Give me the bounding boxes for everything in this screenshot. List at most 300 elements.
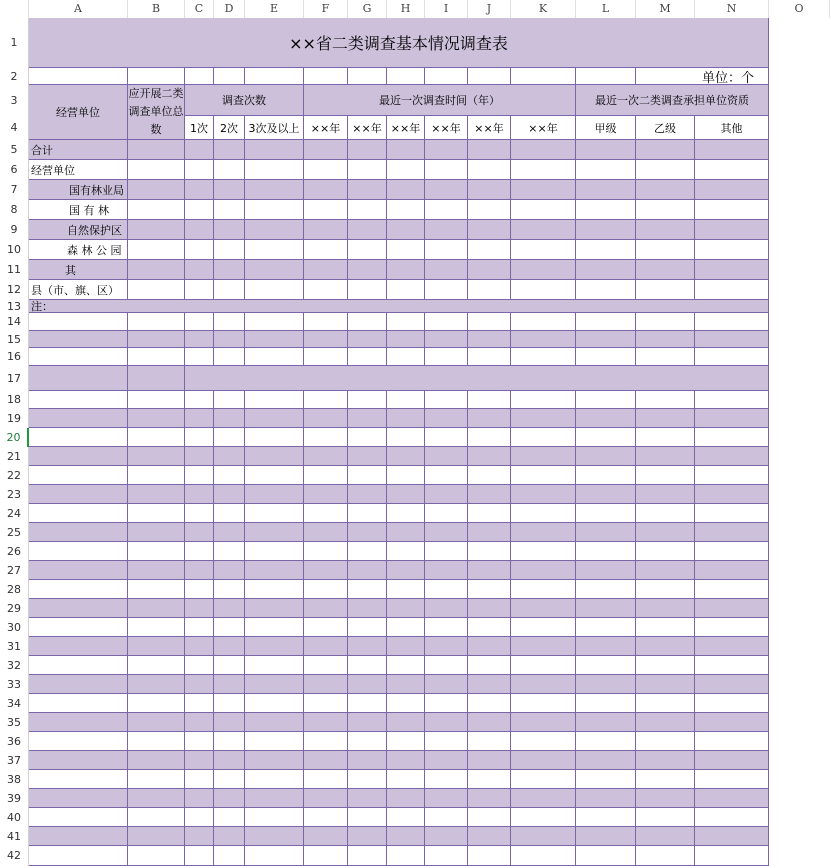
cell-r6-6[interactable] (348, 160, 387, 180)
cell-r2-3[interactable] (214, 68, 245, 85)
cell-r12-7[interactable] (387, 280, 425, 300)
cell-r41-rest[interactable] (185, 827, 769, 846)
cell-r10-1[interactable] (128, 240, 185, 260)
label-r5[interactable] (29, 140, 128, 160)
row-header-16[interactable]: 16 (0, 348, 29, 366)
cell-r29-b[interactable] (128, 599, 185, 618)
cell-r10-7[interactable] (387, 240, 425, 260)
cell-r8-11[interactable] (576, 200, 636, 220)
row-header-25[interactable]: 25 (0, 523, 29, 542)
cell-r5-10[interactable] (511, 140, 576, 160)
cell-r6-1[interactable] (128, 160, 185, 180)
cell-r41-b[interactable] (128, 827, 185, 846)
cell-r6-11[interactable] (576, 160, 636, 180)
cell-r11-1[interactable] (128, 260, 185, 280)
cell-r7-8[interactable] (425, 180, 468, 200)
year-header-4[interactable] (468, 116, 511, 140)
column-header-k[interactable]: K (511, 0, 576, 18)
cell-r34-b[interactable] (128, 694, 185, 713)
cell-r10-12[interactable] (636, 240, 695, 260)
cell-r12-12[interactable] (636, 280, 695, 300)
row-header-30[interactable]: 30 (0, 618, 29, 637)
cell-r5-4[interactable] (245, 140, 304, 160)
cell-r42-a[interactable] (29, 846, 128, 866)
cell-r33-rest[interactable] (185, 675, 769, 694)
grid-line (303, 599, 304, 618)
cell-r28-b[interactable] (128, 580, 185, 599)
cell-r15-rest[interactable] (185, 331, 769, 348)
cell-r19-a[interactable] (29, 409, 128, 428)
cell-r6-5[interactable] (304, 160, 348, 180)
row-header-26[interactable]: 26 (0, 542, 29, 561)
cell-r5-5[interactable] (304, 140, 348, 160)
column-header-h[interactable]: H (387, 0, 425, 18)
cell-r6-9[interactable] (468, 160, 511, 180)
cell-r2-0[interactable] (29, 68, 128, 85)
cell-r37-b[interactable] (128, 751, 185, 770)
row-header-4[interactable]: 4 (0, 116, 29, 140)
grid-line (467, 447, 468, 466)
count-group-header[interactable] (185, 85, 304, 116)
cell-r12-9[interactable] (468, 280, 511, 300)
cell-r35-a[interactable] (29, 713, 128, 732)
label-r7[interactable] (29, 180, 128, 200)
total-header[interactable] (128, 85, 185, 140)
cell-r16-b[interactable] (128, 348, 185, 366)
cell-r2-4[interactable] (245, 68, 304, 85)
count-1-header[interactable] (185, 116, 214, 140)
cell-r10-13[interactable] (695, 240, 769, 260)
row-header-22[interactable]: 22 (0, 466, 29, 485)
cell-r28-rest[interactable] (185, 580, 769, 599)
cell-r5-12[interactable] (636, 140, 695, 160)
cell-r12-1[interactable] (128, 280, 185, 300)
row-header-32[interactable]: 32 (0, 656, 29, 675)
cell-r19-b[interactable] (128, 409, 185, 428)
time-group-header[interactable] (304, 85, 576, 116)
cell-r8-8[interactable] (425, 200, 468, 220)
cell-r11-2[interactable] (185, 260, 214, 280)
cell-r18-b[interactable] (128, 391, 185, 409)
cell-r28-a[interactable] (29, 580, 128, 599)
cell-r30-b[interactable] (128, 618, 185, 637)
cell-r11-6[interactable] (348, 260, 387, 280)
cell-r5-11[interactable] (576, 140, 636, 160)
cell-r39-a[interactable] (29, 789, 128, 808)
cell-r8-9[interactable] (468, 200, 511, 220)
column-header-g[interactable]: G (348, 0, 387, 18)
year-header-0[interactable] (304, 116, 348, 140)
cell-r2-7[interactable] (387, 68, 425, 85)
unit-label-cell[interactable] (636, 68, 769, 85)
cell-r9-11[interactable] (576, 220, 636, 240)
cell-r11-7[interactable] (387, 260, 425, 280)
cell-r12-10[interactable] (511, 280, 576, 300)
cell-r24-b[interactable] (128, 504, 185, 523)
cell-r12-6[interactable] (348, 280, 387, 300)
grid-line (510, 580, 511, 599)
grid-line (213, 504, 214, 523)
column-o-area[interactable] (769, 18, 830, 866)
cell-r32-a[interactable] (29, 656, 128, 675)
cell-r12-11[interactable] (576, 280, 636, 300)
cell-r2-9[interactable] (468, 68, 511, 85)
row-header-12[interactable]: 12 (0, 280, 29, 300)
year-header-2[interactable] (387, 116, 425, 140)
cell-r10-11[interactable] (576, 240, 636, 260)
label-r8[interactable] (29, 200, 128, 220)
cell-r11-9[interactable] (468, 260, 511, 280)
cell-r17-a[interactable] (29, 366, 128, 391)
cell-r7-3[interactable] (214, 180, 245, 200)
column-header-e[interactable]: E (245, 0, 304, 18)
cell-r17-b[interactable] (128, 366, 185, 391)
cell-r8-3[interactable] (214, 200, 245, 220)
cell-r2-10[interactable] (511, 68, 576, 85)
row-header-36[interactable]: 36 (0, 732, 29, 751)
row-header-14[interactable]: 14 (0, 313, 29, 331)
cell-r27-b[interactable] (128, 561, 185, 580)
label-r10[interactable] (29, 240, 128, 260)
cell-r12-4[interactable] (245, 280, 304, 300)
label-r6[interactable] (29, 160, 128, 180)
row-header-27[interactable]: 27 (0, 561, 29, 580)
cell-r9-13[interactable] (695, 220, 769, 240)
cell-r24-a[interactable] (29, 504, 128, 523)
cell-r30-a[interactable] (29, 618, 128, 637)
cell-r6-13[interactable] (695, 160, 769, 180)
unit-header[interactable] (29, 85, 128, 140)
count-3-header[interactable] (245, 116, 304, 140)
row-header-11[interactable]: 11 (0, 260, 29, 280)
cell-r22-b[interactable] (128, 466, 185, 485)
cell-r5-8[interactable] (425, 140, 468, 160)
cell-r6-4[interactable] (245, 160, 304, 180)
label-r11[interactable] (29, 260, 128, 280)
cell-r2-1[interactable] (128, 68, 185, 85)
grid-line (213, 542, 214, 561)
cell-r14-b[interactable] (128, 313, 185, 331)
cell-r7-7[interactable] (387, 180, 425, 200)
cell-r34-a[interactable] (29, 694, 128, 713)
cell-r11-11[interactable] (576, 260, 636, 280)
label-r9[interactable] (29, 220, 128, 240)
cell-r12-3[interactable] (214, 280, 245, 300)
cell-r23-b[interactable] (128, 485, 185, 504)
title-cell[interactable] (29, 18, 769, 68)
cell-r38-a[interactable] (29, 770, 128, 789)
cell-r11-8[interactable] (425, 260, 468, 280)
column-header-c[interactable]: C (185, 0, 214, 18)
cell-r22-a[interactable] (29, 466, 128, 485)
row-header-10[interactable]: 10 (0, 240, 29, 260)
cell-r37-a[interactable] (29, 751, 128, 770)
cell-r5-6[interactable] (348, 140, 387, 160)
row-header-34[interactable]: 34 (0, 694, 29, 713)
row-header-8[interactable]: 8 (0, 200, 29, 220)
cell-r40-rest[interactable] (185, 808, 769, 827)
grid-line (213, 656, 214, 675)
row-header-35[interactable]: 35 (0, 713, 29, 732)
column-header-f[interactable]: F (304, 0, 348, 18)
row-header-42[interactable]: 42 (0, 846, 29, 866)
qual-b-header[interactable] (636, 116, 695, 140)
cell-r31-a[interactable] (29, 637, 128, 656)
cell-r21-rest[interactable] (185, 447, 769, 466)
cell-r7-10[interactable] (511, 180, 576, 200)
cell-r7-12[interactable] (636, 180, 695, 200)
cell-r5-9[interactable] (468, 140, 511, 160)
column-header-b[interactable]: B (128, 0, 185, 18)
cell-r11-3[interactable] (214, 260, 245, 280)
row-header-41[interactable]: 41 (0, 827, 29, 846)
cell-r7-6[interactable] (348, 180, 387, 200)
cell-r39-b[interactable] (128, 789, 185, 808)
cell-r5-13[interactable] (695, 140, 769, 160)
row-header-31[interactable]: 31 (0, 637, 29, 656)
cell-r11-10[interactable] (511, 260, 576, 280)
cell-r8-1[interactable] (128, 200, 185, 220)
cell-r21-b[interactable] (128, 447, 185, 466)
cell-r27-rest[interactable] (185, 561, 769, 580)
cell-r10-5[interactable] (304, 240, 348, 260)
cell-r10-3[interactable] (214, 240, 245, 260)
cell-r9-1[interactable] (128, 220, 185, 240)
cell-r38-b[interactable] (128, 770, 185, 789)
cell-r12-2[interactable] (185, 280, 214, 300)
row-header-6[interactable]: 6 (0, 160, 29, 180)
cell-r17-merged[interactable] (185, 366, 769, 391)
cell-r32-b[interactable] (128, 656, 185, 675)
cell-r26-rest[interactable] (185, 542, 769, 561)
cell-r26-a[interactable] (29, 542, 128, 561)
cell-r23-a[interactable] (29, 485, 128, 504)
cell-r39-rest[interactable] (185, 789, 769, 808)
column-header-n[interactable]: N (695, 0, 769, 18)
cell-r42-b[interactable] (128, 846, 185, 866)
cell-r7-13[interactable] (695, 180, 769, 200)
cell-r10-8[interactable] (425, 240, 468, 260)
column-header-i[interactable]: I (425, 0, 468, 18)
cell-r29-rest[interactable] (185, 599, 769, 618)
row-header-9[interactable]: 9 (0, 220, 29, 240)
cell-r5-2[interactable] (185, 140, 214, 160)
cell-r42-rest[interactable] (185, 846, 769, 866)
cell-r11-13[interactable] (695, 260, 769, 280)
cell-r33-b[interactable] (128, 675, 185, 694)
cell-r9-7[interactable] (387, 220, 425, 240)
cell-r7-1[interactable] (128, 180, 185, 200)
row-header-39[interactable]: 39 (0, 789, 29, 808)
cell-r35-rest[interactable] (185, 713, 769, 732)
row-header-33[interactable]: 33 (0, 675, 29, 694)
column-header-l[interactable]: L (576, 0, 636, 18)
grid-line (213, 846, 214, 866)
row-header-20[interactable]: 20 (0, 428, 29, 447)
cell-r2-6[interactable] (348, 68, 387, 85)
cell-r29-a[interactable] (29, 599, 128, 618)
cell-r33-a[interactable] (29, 675, 128, 694)
cell-r6-7[interactable] (387, 160, 425, 180)
cell-r5-7[interactable] (387, 140, 425, 160)
cell-r40-a[interactable] (29, 808, 128, 827)
column-header-o[interactable]: O (769, 0, 830, 18)
cell-r8-4[interactable] (245, 200, 304, 220)
row-header-24[interactable]: 24 (0, 504, 29, 523)
cell-r8-2[interactable] (185, 200, 214, 220)
cell-r15-a[interactable] (29, 331, 128, 348)
cell-r5-1[interactable] (128, 140, 185, 160)
cell-r8-5[interactable] (304, 200, 348, 220)
cell-r2-2[interactable] (185, 68, 214, 85)
cell-r5-3[interactable] (214, 140, 245, 160)
cell-r6-12[interactable] (636, 160, 695, 180)
grid-line (303, 827, 304, 846)
cell-r12-5[interactable] (304, 280, 348, 300)
cell-r8-13[interactable] (695, 200, 769, 220)
cell-r16-a[interactable] (29, 348, 128, 366)
row-header-17[interactable]: 17 (0, 366, 29, 391)
cell-r18-rest[interactable] (185, 391, 769, 409)
cell-r22-rest[interactable] (185, 466, 769, 485)
column-header-j[interactable]: J (468, 0, 511, 18)
cell-r14-rest[interactable] (185, 313, 769, 331)
cell-r20-rest[interactable] (185, 428, 769, 447)
cell-r6-2[interactable] (185, 160, 214, 180)
row-header-18[interactable]: 18 (0, 391, 29, 409)
row-header-23[interactable]: 23 (0, 485, 29, 504)
column-header-a[interactable]: A (29, 0, 128, 18)
cell-r25-rest[interactable] (185, 523, 769, 542)
cell-r7-4[interactable] (245, 180, 304, 200)
cell-r34-rest[interactable] (185, 694, 769, 713)
select-all-corner[interactable] (0, 0, 29, 18)
cell-r30-rest[interactable] (185, 618, 769, 637)
cell-r20-a[interactable] (29, 428, 128, 447)
cell-r14-a[interactable] (29, 313, 128, 331)
cell-r38-rest[interactable] (185, 770, 769, 789)
cell-r32-rest[interactable] (185, 656, 769, 675)
cell-r9-4[interactable] (245, 220, 304, 240)
cell-r10-6[interactable] (348, 240, 387, 260)
cell-r6-3[interactable] (214, 160, 245, 180)
cell-r31-rest[interactable] (185, 637, 769, 656)
cell-r9-3[interactable] (214, 220, 245, 240)
row-header-2[interactable]: 2 (0, 68, 29, 85)
cell-r15-b[interactable] (128, 331, 185, 348)
cell-r11-12[interactable] (636, 260, 695, 280)
qual-other-header[interactable] (695, 116, 769, 140)
row-header-21[interactable]: 21 (0, 447, 29, 466)
cell-r8-7[interactable] (387, 200, 425, 220)
column-header-m[interactable]: M (636, 0, 695, 18)
cell-r9-12[interactable] (636, 220, 695, 240)
cell-r10-4[interactable] (245, 240, 304, 260)
cell-r12-13[interactable] (695, 280, 769, 300)
cell-r23-rest[interactable] (185, 485, 769, 504)
row-header-5[interactable]: 5 (0, 140, 29, 160)
label-r12[interactable] (29, 280, 128, 300)
column-header-d[interactable]: D (214, 0, 245, 18)
cell-r8-10[interactable] (511, 200, 576, 220)
row-header-37[interactable]: 37 (0, 751, 29, 770)
grid-line (467, 846, 468, 866)
cell-r9-6[interactable] (348, 220, 387, 240)
cell-r9-2[interactable] (185, 220, 214, 240)
qual-group-header[interactable] (576, 85, 769, 116)
cell-r21-a[interactable] (29, 447, 128, 466)
cell-r10-2[interactable] (185, 240, 214, 260)
cell-r2-5[interactable] (304, 68, 348, 85)
row-header-1[interactable]: 1 (0, 18, 29, 68)
row-header-40[interactable]: 40 (0, 808, 29, 827)
row-header-3[interactable]: 3 (0, 85, 29, 116)
cell-r19-rest[interactable] (185, 409, 769, 428)
count-2-header[interactable] (214, 116, 245, 140)
cell-r8-12[interactable] (636, 200, 695, 220)
cell-r37-rest[interactable] (185, 751, 769, 770)
cell-r7-9[interactable] (468, 180, 511, 200)
cell-r36-rest[interactable] (185, 732, 769, 751)
cell-r40-b[interactable] (128, 808, 185, 827)
cell-r16-rest[interactable] (185, 348, 769, 366)
cell-r36-a[interactable] (29, 732, 128, 751)
cell-r26-b[interactable] (128, 542, 185, 561)
cell-r9-5[interactable] (304, 220, 348, 240)
cell-r11-5[interactable] (304, 260, 348, 280)
year-header-1[interactable] (348, 116, 387, 140)
cell-r27-a[interactable] (29, 561, 128, 580)
cell-r9-8[interactable] (425, 220, 468, 240)
row-header-19[interactable]: 19 (0, 409, 29, 428)
cell-r9-10[interactable] (511, 220, 576, 240)
year-header-5[interactable] (511, 116, 576, 140)
cell-r10-10[interactable] (511, 240, 576, 260)
cell-r41-a[interactable] (29, 827, 128, 846)
row-header-28[interactable]: 28 (0, 580, 29, 599)
row-header-13[interactable]: 13 (0, 300, 29, 313)
row-header-38[interactable]: 38 (0, 770, 29, 789)
cell-r7-11[interactable] (576, 180, 636, 200)
cell-r9-9[interactable] (468, 220, 511, 240)
cell-r2-11[interactable] (576, 68, 636, 85)
row-header-15[interactable]: 15 (0, 331, 29, 348)
cell-r6-10[interactable] (511, 160, 576, 180)
cell-r25-a[interactable] (29, 523, 128, 542)
cell-r35-b[interactable] (128, 713, 185, 732)
cell-r2-8[interactable] (425, 68, 468, 85)
cell-r36-b[interactable] (128, 732, 185, 751)
cell-r18-a[interactable] (29, 391, 128, 409)
qual-a-header[interactable] (576, 116, 636, 140)
cell-r7-2[interactable] (185, 180, 214, 200)
cell-r8-6[interactable] (348, 200, 387, 220)
cell-r6-8[interactable] (425, 160, 468, 180)
cell-r31-b[interactable] (128, 637, 185, 656)
cell-r24-rest[interactable] (185, 504, 769, 523)
cell-r20-b[interactable] (128, 428, 185, 447)
cell-r7-5[interactable] (304, 180, 348, 200)
note-cell[interactable] (29, 300, 769, 313)
cell-r25-b[interactable] (128, 523, 185, 542)
row-header-29[interactable]: 29 (0, 599, 29, 618)
year-header-3[interactable] (425, 116, 468, 140)
grid-line (635, 466, 636, 485)
cell-r12-8[interactable] (425, 280, 468, 300)
cell-r11-4[interactable] (245, 260, 304, 280)
row-header-7[interactable]: 7 (0, 180, 29, 200)
cell-r10-9[interactable] (468, 240, 511, 260)
